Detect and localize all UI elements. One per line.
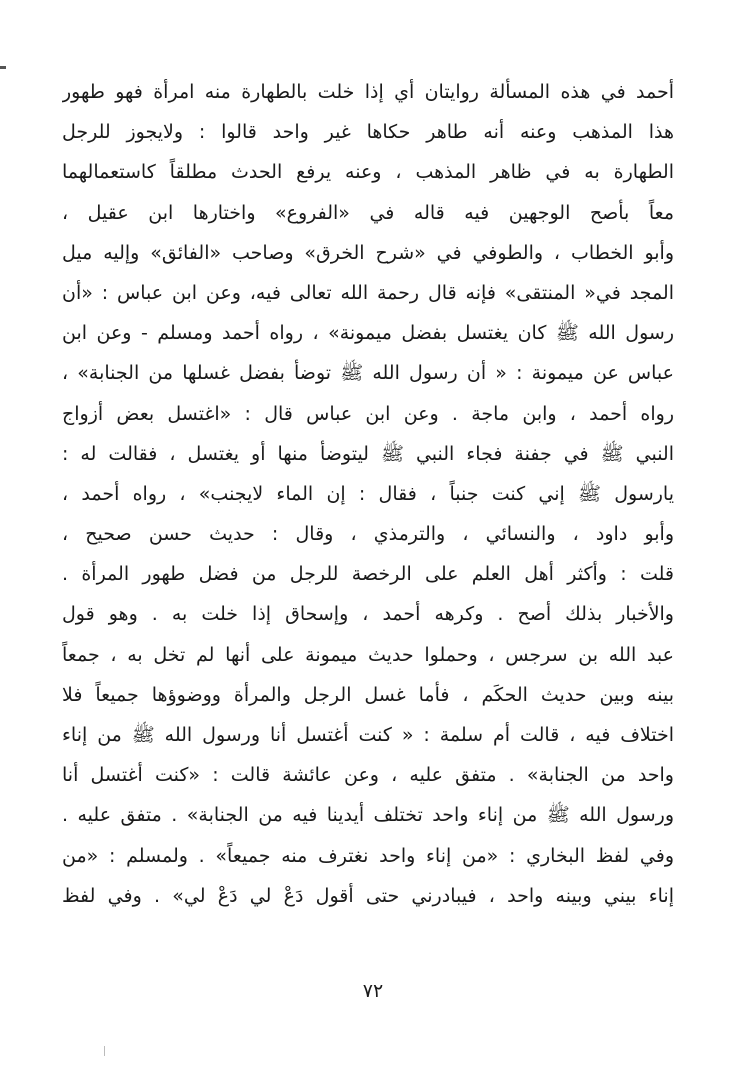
body-text — [62, 72, 674, 916]
page-number: ٧٢ — [362, 980, 384, 1002]
text-line: المجد في« المنتقى» فإنه قال رحمة الله تعالى فيه، وعن ابن عباس : «أن — [62, 281, 674, 304]
text-line: هذا المذهب وعنه أنه طاهر حكاها غير واحد قالوا : ولايجوز للرجل — [62, 121, 674, 144]
margin-mark — [0, 66, 6, 69]
text-line: رواه أحمد ، وابن ماجة . وعن ابن عباس قال : «اغتسل بعض أزواج — [62, 402, 674, 425]
text-line: أحمد في هذه المسألة روايتان أي إذا خلت بالطهارة منه امرأة فهو طهور — [62, 81, 674, 103]
scan-artifact — [104, 1046, 105, 1056]
text-line: واحد من الجنابة» . متفق عليه ، وعن عائشة قالت : «كنت أغتسل أنا — [62, 764, 674, 787]
text-line: وأبو الخطاب ، والطوفي في «شرح الخرق» وصاحب «الفائق» وإليه ميل — [62, 241, 674, 264]
text-line: رسول الله ﷺ كان يغتسل بفضل ميمونة» ، رواه أحمد ومسلم - وعن ابن — [62, 322, 674, 345]
text-line: وأبو داود ، والنسائي ، والترمذي ، وقال : حديث حسن صحيح ، — [62, 523, 674, 546]
text-line: النبي ﷺ في جفنة فجاء النبي ﷺ ليتوضأ منها أو يغتسل ، فقالت له : — [62, 442, 674, 465]
text-line: والأخبار بذلك أصح . وكرهه أحمد ، وإسحاق إذا خلت به . وهو قول — [62, 603, 674, 626]
text-line: عبد الله بن سرجس ، وحملوا حديث ميمونة على أنها لم تخل به ، جمعاً — [62, 643, 674, 666]
text-line: قلت : وأكثر أهل العلم على الرخصة للرجل من فضل طهور المرأة . — [62, 563, 674, 586]
text-line: وفي لفظ البخاري : «من إناء واحد نغترف منه جميعاً» . ولمسلم : «من — [62, 844, 674, 867]
text-line: ورسول الله ﷺ من إناء واحد تختلف أيدينا فيه من الجنابة» . متفق عليه . — [62, 804, 674, 827]
text-line: عباس عن ميمونة : « أن رسول الله ﷺ توضأ بفضل غسلها من الجنابة» ، — [62, 362, 674, 385]
text-line: يارسول ﷺ إني كنت جنباً ، فقال : إن الماء لايجنب» ، رواه أحمد ، — [62, 482, 674, 505]
text-line: بينه وبين حديث الحكَم ، فأما غسل الرجل والمرأة ووضوؤها جميعاً فلا — [62, 683, 674, 706]
text-line: اختلاف فيه ، قالت أم سلمة : « كنت أغتسل أنا ورسول الله ﷺ من إناء — [62, 724, 674, 746]
text-line: معاً بأصح الوجهين فيه قاله في «الفروع» واختارها ابن عقيل ، — [62, 201, 674, 224]
text-line: إناء بيني وبينه واحد ، فيبادرني حتى أقول دَعْ لي دَعْ لي» . وفي لفظ — [62, 884, 674, 907]
text-line: الطهارة به في ظاهر المذهب ، وعنه يرفع الحدث مطلقاً كاستعمالهما — [62, 161, 674, 184]
